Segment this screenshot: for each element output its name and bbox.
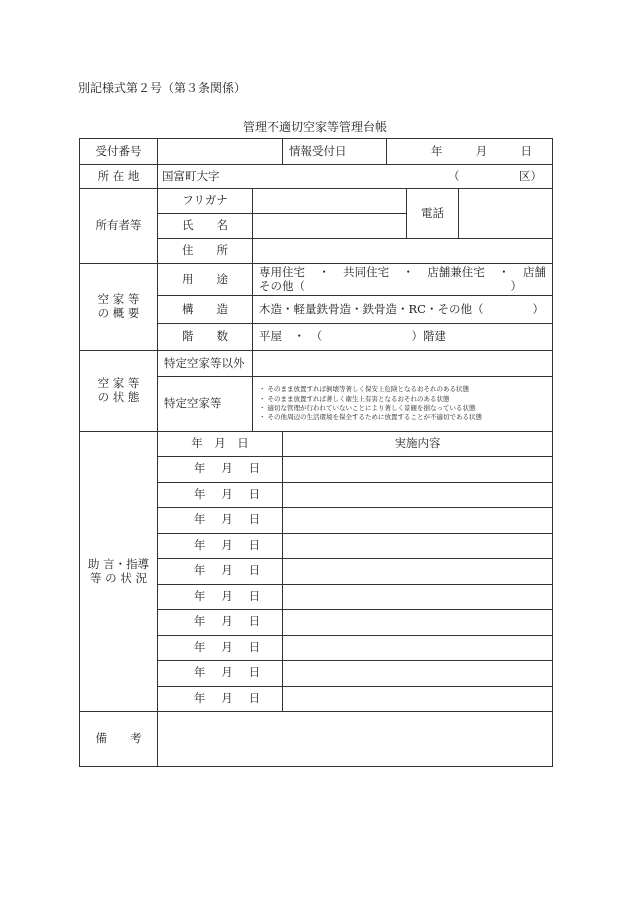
- guidance-date-field[interactable]: [158, 482, 283, 508]
- date-year: 年: [193, 537, 206, 552]
- date-day: 日: [248, 461, 261, 476]
- use-other[interactable]: その他（: [259, 278, 305, 293]
- use-options: [259, 266, 546, 280]
- guidance-content-header: 実施内容: [283, 432, 553, 457]
- guidance-content-field[interactable]: [283, 508, 553, 534]
- date-day: 日: [248, 690, 261, 705]
- use-other-close: ）: [510, 278, 522, 293]
- date-day: 日: [248, 512, 261, 527]
- form-number: 別記様式第２号（第３条関係）: [78, 81, 247, 95]
- location-label: 所 在 地: [80, 165, 158, 189]
- date-year: 年: [193, 665, 206, 680]
- ledger-table: [79, 138, 553, 767]
- date-day: 日: [248, 639, 261, 654]
- guidance-date-field[interactable]: [158, 457, 283, 483]
- structure-value: 木造・軽量鉄骨造・鉄骨造・RC・その他（: [259, 301, 484, 316]
- status-conditions: [253, 377, 553, 432]
- guidance-label-line1: 助 言・指導: [87, 556, 150, 571]
- date-month: 月: [475, 143, 488, 158]
- guidance-date-field[interactable]: [158, 661, 283, 687]
- date-month: 月: [221, 639, 233, 654]
- use-field[interactable]: [253, 264, 553, 296]
- use-label: 用 途: [158, 264, 253, 296]
- use-option-shop[interactable]: 店舗: [522, 264, 546, 279]
- status-specific-label[interactable]: 特定空家等: [158, 377, 253, 432]
- owner-label: 所有者等: [80, 189, 158, 264]
- date-month: 月: [221, 461, 233, 476]
- guidance-label-line2: 等 の 状 況: [90, 570, 147, 585]
- reception-number-field[interactable]: [158, 139, 283, 165]
- use-separator: ・: [498, 264, 510, 279]
- guidance-date-field[interactable]: [158, 635, 283, 661]
- use-separator: ・: [402, 264, 414, 279]
- guidance-content-field[interactable]: [283, 610, 553, 636]
- use-option-shop-house[interactable]: 店舗兼住宅: [427, 264, 485, 279]
- structure-label: 構 造: [158, 296, 253, 324]
- reception-number-label: 受付番号: [80, 139, 158, 165]
- reception-row: [80, 139, 553, 165]
- use-option-detached[interactable]: 専用住宅: [259, 264, 305, 279]
- guidance-content-field[interactable]: [283, 482, 553, 508]
- guidance-date-field[interactable]: [158, 508, 283, 534]
- overview-use-row: [80, 264, 553, 296]
- guidance-date-field[interactable]: [158, 610, 283, 636]
- guidance-date-field[interactable]: [158, 533, 283, 559]
- guidance-date-header: 年 月 日: [158, 432, 283, 457]
- location-paren-open: （: [448, 168, 460, 183]
- owner-phone-label: 電話: [407, 189, 459, 239]
- condition-item[interactable]: ・ そのまま放置すれば倒壊等著しく保安上危険となるおそれのある状態: [267, 385, 548, 394]
- status-other-row: [80, 351, 553, 377]
- overview-label: [80, 264, 158, 351]
- owner-address-label: 住 所: [158, 239, 253, 264]
- date-day: 日: [248, 537, 261, 552]
- info-received-label: 情報受付日: [283, 139, 387, 165]
- date-month: 月: [221, 614, 233, 629]
- date-year: 年: [193, 486, 206, 501]
- floors-value: 平屋 ・ （: [259, 329, 323, 344]
- date-day: 日: [248, 563, 261, 578]
- status-label: [80, 351, 158, 432]
- owner-furigana-field[interactable]: [253, 189, 407, 214]
- owner-furigana-row: [80, 189, 553, 214]
- condition-item[interactable]: ・ そのまま放置すれば著しく衛生上有害となるおそれのある状態: [267, 395, 548, 404]
- remarks-row: [80, 712, 553, 767]
- floors-close: ）階建: [411, 329, 446, 344]
- date-month: 月: [221, 537, 233, 552]
- date-month: 月: [221, 588, 233, 603]
- location-row: [80, 165, 553, 189]
- overview-label-line1: 空 家 等: [97, 292, 140, 307]
- guidance-label: [80, 432, 158, 712]
- date-month: 月: [221, 690, 233, 705]
- remarks-field[interactable]: [158, 712, 553, 767]
- page-title: 管理不適切空家等管理台帳: [242, 120, 387, 134]
- structure-close: ）: [532, 301, 544, 316]
- owner-name-label: 氏 名: [158, 214, 253, 239]
- date-day: 日: [248, 486, 261, 501]
- guidance-content-field[interactable]: [283, 661, 553, 687]
- status-other-label[interactable]: 特定空家等以外: [158, 351, 253, 377]
- location-value: 国富町大字: [162, 168, 220, 183]
- remarks-label: 備 考: [80, 712, 158, 767]
- guidance-content-field[interactable]: [283, 457, 553, 483]
- guidance-date-field[interactable]: [158, 559, 283, 585]
- structure-field[interactable]: [253, 296, 553, 324]
- date-day: 日: [520, 143, 532, 158]
- date-year: 年: [193, 461, 206, 476]
- floors-field[interactable]: [253, 324, 553, 351]
- guidance-date-field[interactable]: [158, 584, 283, 610]
- floors-label: 階 数: [158, 324, 253, 351]
- condition-item[interactable]: ・ 適切な管理が行われていないことにより著しく景観を損なっている状態: [267, 404, 548, 413]
- date-month: 月: [221, 512, 233, 527]
- info-received-date-field[interactable]: [387, 139, 553, 165]
- status-other-field[interactable]: [253, 351, 553, 377]
- date-year: 年: [193, 639, 206, 654]
- location-ward: 区）: [519, 168, 542, 183]
- date-year: 年: [431, 143, 443, 158]
- date-year: 年: [193, 563, 206, 578]
- guidance-content-field[interactable]: [283, 686, 553, 712]
- owner-name-field[interactable]: [253, 214, 407, 239]
- guidance-date-field[interactable]: [158, 686, 283, 712]
- guidance-content-field[interactable]: [283, 533, 553, 559]
- date-day: 日: [248, 588, 261, 603]
- guidance-content-field[interactable]: [283, 584, 553, 610]
- owner-phone-field[interactable]: [459, 189, 553, 239]
- date-year: 年: [193, 614, 206, 629]
- overview-label-line2: の 概 要: [97, 306, 140, 320]
- use-separator: ・: [318, 264, 330, 279]
- guidance-header-row: [80, 432, 553, 457]
- guidance-content-field[interactable]: [283, 635, 553, 661]
- date-day: 日: [248, 665, 261, 680]
- date-day: 日: [248, 614, 261, 629]
- date-month: 月: [221, 665, 233, 680]
- location-field[interactable]: [158, 165, 553, 189]
- owner-address-field[interactable]: [253, 239, 553, 264]
- date-year: 年: [193, 690, 206, 705]
- date-month: 月: [221, 486, 233, 501]
- use-option-shared[interactable]: 共同住宅: [343, 264, 390, 279]
- guidance-content-field[interactable]: [283, 559, 553, 585]
- date-year: 年: [193, 512, 206, 527]
- condition-item[interactable]: ・ その他周辺の生活環境を保全するために放置することが不適切である状態: [267, 413, 548, 422]
- status-label-line2: の 状 態: [97, 390, 140, 404]
- status-label-line1: 空 家 等: [97, 376, 140, 391]
- owner-furigana-label: フリガナ: [158, 189, 253, 214]
- date-month: 月: [221, 563, 233, 578]
- date-year: 年: [193, 588, 206, 603]
